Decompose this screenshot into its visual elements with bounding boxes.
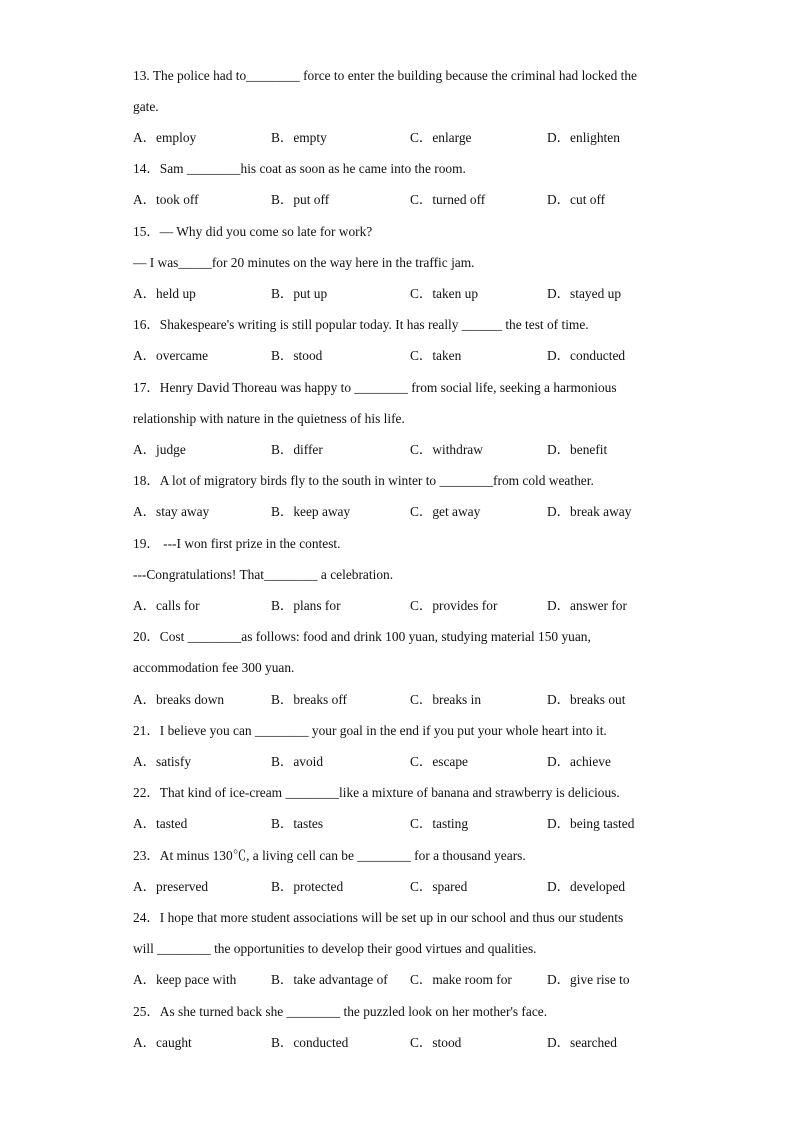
option-a: A．tasted [133, 816, 188, 831]
option-b: B．breaks off [271, 692, 347, 707]
question-17-line-2: relationship with nature in the quietness of his life. [133, 411, 405, 426]
option-d: D．benefit [547, 442, 608, 457]
option-a: A．calls for [133, 598, 200, 613]
option-c: C．turned off [410, 192, 486, 207]
option-c: C．escape [410, 754, 469, 769]
question-13-line-2: gate. [133, 99, 159, 114]
option-a: A．judge [133, 442, 186, 457]
option-a: A．held up [133, 286, 196, 301]
question-23-line-1: 23．At minus 130℃, a living cell can be ________ for a thousand years. [133, 848, 526, 863]
option-b: B．plans for [271, 598, 341, 613]
question-14-options [133, 190, 693, 210]
question-18-line-1: 18．A lot of migratory birds fly to the south in winter to ________from cold weather. [133, 473, 594, 488]
question-13-line-1: 13. The police had to________ force to enter the building because the criminal had locked the [133, 68, 637, 83]
option-d: D．stayed up [547, 286, 622, 301]
question-16-options [133, 346, 693, 366]
option-b: B．stood [271, 348, 323, 363]
question-15-line-1: 15．— Why did you come so late for work? [133, 224, 373, 239]
question-19-options [133, 596, 693, 616]
question-21-line-1: 21．I believe you can ________ your goal in the end if you put your whole heart into it. [133, 723, 607, 738]
option-d: D．breaks out [547, 692, 626, 707]
option-d: D．cut off [547, 192, 606, 207]
option-c: C．enlarge [410, 130, 472, 145]
option-a: A．stay away [133, 504, 210, 519]
question-22-options [133, 814, 693, 834]
option-b: B．keep away [271, 504, 351, 519]
option-d: D．achieve [547, 754, 611, 769]
option-a: A．satisfy [133, 754, 192, 769]
option-b: B．take advantage of [271, 972, 388, 987]
question-17-options [133, 440, 693, 460]
option-c: C．taken [410, 348, 462, 363]
question-13-options [133, 128, 693, 148]
option-c: C．get away [410, 504, 481, 519]
question-22-line-1: 22．That kind of ice-cream ________like a mixture of banana and strawberry is delicious. [133, 785, 620, 800]
option-b: B．avoid [271, 754, 324, 769]
option-c: C．spared [410, 879, 468, 894]
option-d: D．answer for [547, 598, 627, 613]
question-20-line-1: 20．Cost ________as follows: food and drink 100 yuan, studying material 150 yuan, [133, 629, 591, 644]
option-b: B．put off [271, 192, 330, 207]
question-21-options [133, 752, 693, 772]
question-19-line-2: ---Congratulations! That________ a celebration. [133, 567, 394, 582]
option-c: C．taken up [410, 286, 479, 301]
option-c: C．make room for [410, 972, 512, 987]
question-25-line-1: 25．As she turned back she ________ the puzzled look on her mother's face. [133, 1004, 548, 1019]
option-b: B．put up [271, 286, 328, 301]
option-d: D．break away [547, 504, 632, 519]
question-24-line-1: 24．I hope that more student associations will be set up in our school and thus our students [133, 910, 624, 925]
option-a: A．keep pace with [133, 972, 237, 987]
question-25-options [133, 1033, 693, 1053]
question-23-options [133, 877, 693, 897]
option-d: D．developed [547, 879, 626, 894]
option-d: D．being tasted [547, 816, 635, 831]
question-14-line-1: 14．Sam ________his coat as soon as he came into the room. [133, 161, 466, 176]
option-b: B．tastes [271, 816, 324, 831]
option-b: B．protected [271, 879, 344, 894]
option-d: D．give rise to [547, 972, 630, 987]
question-19-line-1: 19． ---I won first prize in the contest. [133, 536, 341, 551]
option-d: D．enlighten [547, 130, 620, 145]
option-c: C．breaks in [410, 692, 482, 707]
option-a: A．preserved [133, 879, 209, 894]
question-20-line-2: accommodation fee 300 yuan. [133, 660, 295, 675]
option-a: A．overcame [133, 348, 209, 363]
question-20-options [133, 690, 693, 710]
option-b: B．empty [271, 130, 327, 145]
option-a: A．employ [133, 130, 197, 145]
option-b: B．conducted [271, 1035, 349, 1050]
option-c: C．stood [410, 1035, 462, 1050]
question-18-options [133, 502, 693, 522]
option-d: D．conducted [547, 348, 626, 363]
question-15-line-2: — I was_____for 20 minutes on the way here in the traffic jam. [133, 255, 475, 270]
option-d: D．searched [547, 1035, 617, 1050]
option-c: C．provides for [410, 598, 498, 613]
question-16-line-1: 16．Shakespeare's writing is still popular today. It has really ______ the test of time. [133, 317, 589, 332]
option-a: A．took off [133, 192, 199, 207]
question-24-line-2: will ________ the opportunities to develop their good virtues and qualities. [133, 941, 537, 956]
option-a: A．breaks down [133, 692, 225, 707]
question-17-line-1: 17．Henry David Thoreau was happy to ________ from social life, seeking a harmonious [133, 380, 617, 395]
question-15-options [133, 284, 693, 304]
option-c: C．withdraw [410, 442, 483, 457]
option-b: B．differ [271, 442, 323, 457]
question-24-options [133, 970, 693, 990]
option-c: C．tasting [410, 816, 469, 831]
option-a: A．caught [133, 1035, 192, 1050]
